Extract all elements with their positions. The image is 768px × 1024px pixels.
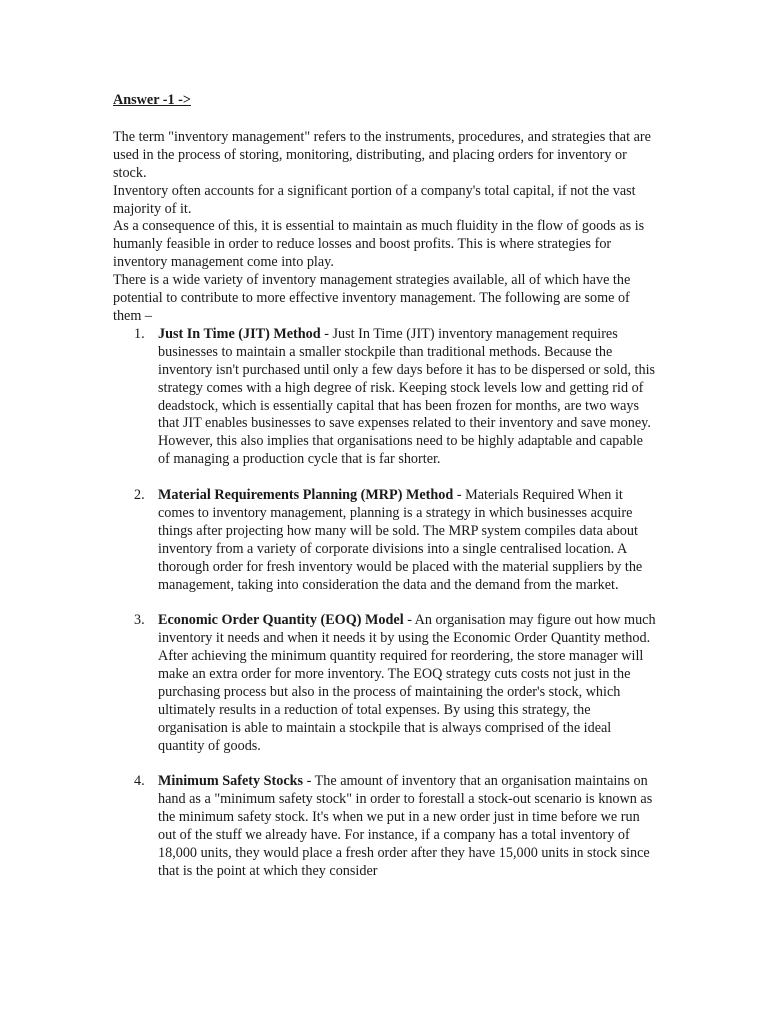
item-text: - An organisation may figure out how much inventory it needs and when it needs it by using the Economic Order Quantity method. After achieving the minimum quantity required for reordering, the store manager will make an extra order for more inventory. The EOQ strategy cuts costs not just in the purchasing process but also in the process of maintaining the order's stock, which ultimately results in a reduction of total expenses. By using this strategy, the organisation is able to maintain a stockpile that is always comprised of the ideal quantity of goods. [158, 612, 656, 754]
list-item [113, 326, 658, 469]
item-title: Just In Time (JIT) Method [158, 325, 321, 342]
list-number: 2. [134, 487, 145, 504]
list-number: 3. [134, 612, 145, 629]
answer-heading: Answer -1 -> [113, 92, 191, 108]
document-body [113, 92, 658, 899]
item-title: Economic Order Quantity (EOQ) Model [158, 612, 404, 629]
list-number: 1. [134, 325, 145, 342]
paragraph: As a consequence of this, it is essential to maintain as much fluidity in the flow of goods as is humanly feasible in order to reduce losses and boost profits. This is where strategies for inventory management come into play. [113, 218, 645, 271]
list-number: 4. [134, 773, 145, 790]
item-text: - The amount of inventory that an organisation maintains on hand as a "minimum safety stock" in order to forestall a stock-out scenario is known as the minimum safety stock. It's when we put in a new order just in time before we run out of the stuff we already have. For instance, if a company has a total inventory of 18,000 units, they would place a fresh order after they have 15,000 units in stock since that is the point at which they consider [158, 773, 653, 880]
item-title: Material Requirements Planning (MRP) Method [158, 487, 454, 504]
list-item [113, 773, 658, 880]
item-text: - Materials Required When it comes to inventory management, planning is a strategy in which businesses acquire things after projecting how many will be sold. The MRP system compiles data about inventory from a variety of corporate divisions into a single centralised location. A thorough order for fresh inventory would be placed with the material suppliers by the management, taking into consideration the data and the demand from the market. [158, 487, 643, 593]
paragraph: There is a wide variety of inventory management strategies available, all of which have the potential to contribute to more effective inventory management. The following are some of them – [113, 272, 631, 324]
list-item [113, 612, 658, 755]
item-text: - Just In Time (JIT) inventory management requires businesses to maintain a smaller stockpile than traditional methods. Because the inventory isn't purchased until only a few days before it has to be dispersed or sold, this strategy comes with a high degree of risk. Keeping stock levels low and getting rid of deadstock, which is essentially capital that has been frozen for months, are two ways that JIT enables businesses to save expenses related to their inventory and save money. However, this also implies that organisations need to be highly adaptable and capable of managing a production cycle that is far shorter. [158, 325, 656, 468]
list-item [113, 487, 658, 594]
item-title: Minimum Safety Stocks [158, 773, 304, 790]
paragraph: Inventory often accounts for a significant portion of a company's total capital, if not the vast majority of it. [113, 182, 636, 217]
strategy-list [113, 326, 658, 881]
paragraph: The term "inventory management" refers to the instruments, procedures, and strategies that are used in the process of storing, monitoring, distributing, and placing orders for inventory or stock. [113, 128, 651, 181]
